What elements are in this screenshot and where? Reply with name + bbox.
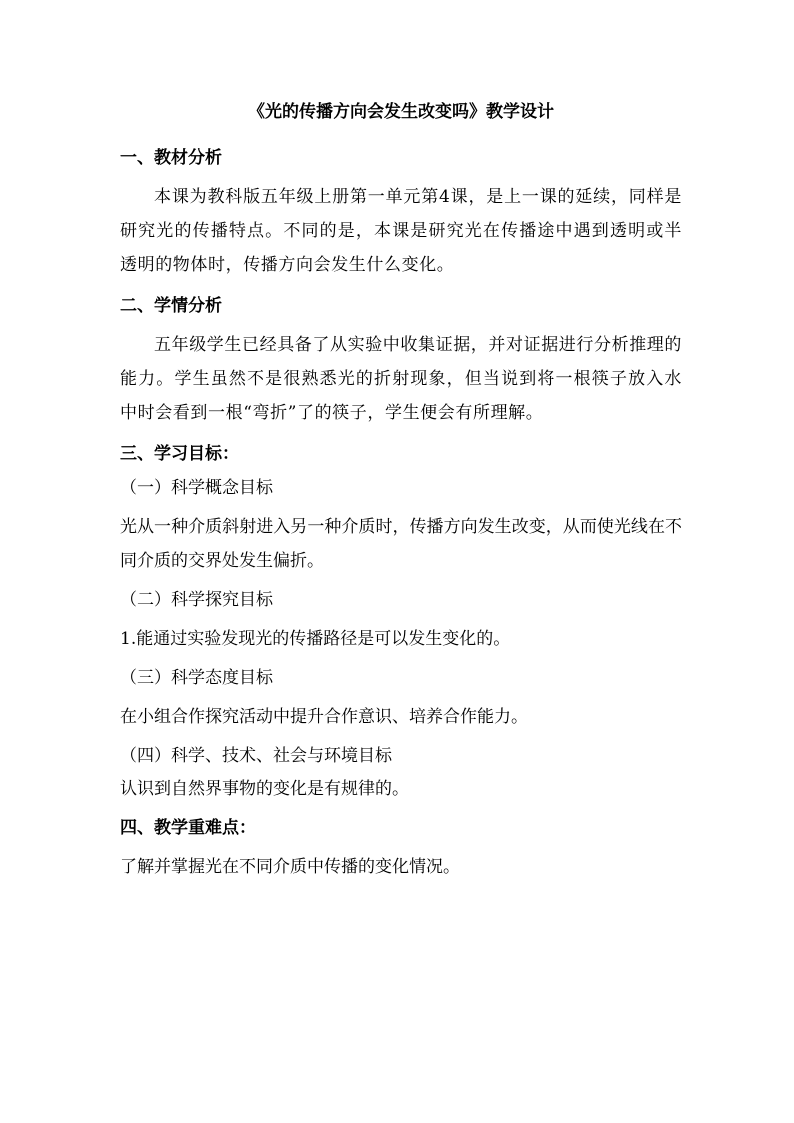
goal-text-science-attitude: 在小组合作探究活动中提升合作意识、培养合作能力。	[120, 707, 528, 727]
goal-text-science-inquiry: 1.能通过实验发现光的传播路径是可以发生变化的。	[120, 629, 511, 649]
paragraph-student-analysis: 五年级学生已经具备了从实验中收集证据，并对证据进行分析推理的能力。学生虽然不是很熟悉光的折射现象，但当说到将一根筷子放入水中时会看到一根“弯折”了的筷子，学生便会有所理解。	[120, 335, 682, 423]
goal-text-stse: 认识到自然界事物的变化是有规律的。	[120, 779, 409, 799]
goal-label-science-concept: （一）科学概念目标	[120, 478, 273, 498]
goal-text-science-concept: 光从一种介质斜射进入另一种介质时，传播方向发生改变，从而使光线在不同介质的交界处发生偏折。	[120, 517, 682, 571]
goal-label-science-attitude: （三）科学态度目标	[120, 668, 273, 688]
paragraph-textbook-analysis: 本课为教科版五年级上册第一单元第4课，是上一课的延续，同样是研究光的传播特点。不同的是，本课是研究光在传播途中遇到透明或半透明的物体时，传播方向会发生什么变化。	[120, 187, 682, 275]
section-heading-student-analysis: 二、学情分析	[120, 296, 222, 316]
section-heading-learning-goals: 三、学习目标：	[120, 444, 239, 464]
section-heading-key-difficulties: 四、教学重难点：	[120, 818, 256, 838]
goal-label-stse: （四）科学、技术、社会与环境目标	[120, 746, 392, 766]
paragraph-key-difficulties: 了解并掌握光在不同介质中传播的变化情况。	[120, 857, 460, 877]
document-page	[120, 100, 682, 894]
goal-label-science-inquiry: （二）科学探究目标	[120, 590, 273, 610]
document-title: 《光的传播方向会发生改变吗》教学设计	[248, 102, 554, 122]
section-heading-textbook-analysis: 一、教材分析	[120, 148, 222, 168]
